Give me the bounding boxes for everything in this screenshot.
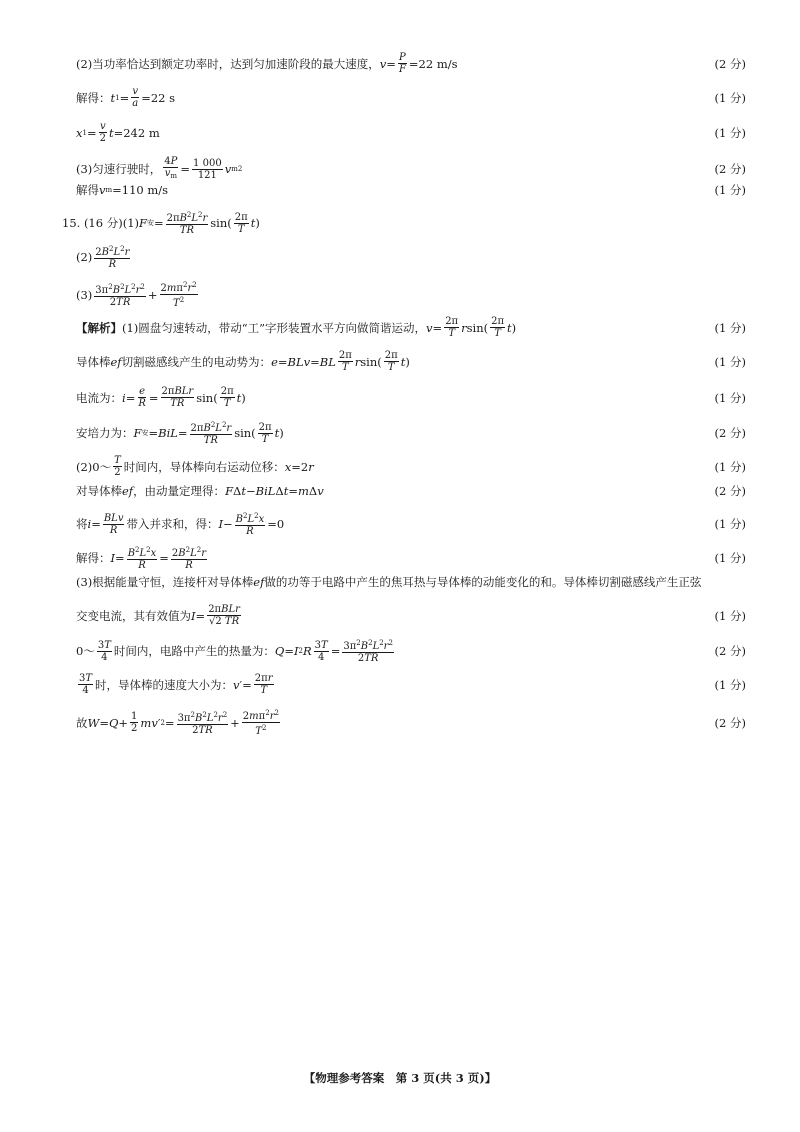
answer-text: (3)匀速行驶时， $\frac{4P}{v_m}$ = $\frac{1 000}{121}$ v m 2 [76, 156, 243, 181]
answer-line [76, 183, 746, 197]
answer-line [76, 244, 746, 270]
score-label: (2 分) [714, 484, 746, 498]
answer-line [76, 545, 746, 571]
score-label: (1 分) [714, 183, 746, 197]
answer-text: (2) $\frac{2B^2L^2r}{R}$ [76, 245, 130, 270]
answer-text: $\frac{3T}{4}$ 时，导体棒的速度大小为： v ′= $\frac{2\pi r}{T}$ [79, 673, 273, 696]
answer-text: 将 i = $\frac{\text{BLv}}{R}$ 带入并求和，得： I − $\frac{B^2L^2x}{R}$ =0 [76, 512, 285, 537]
answer-line [76, 156, 746, 182]
answer-line [76, 121, 746, 144]
score-label: (2 分) [714, 644, 746, 658]
score-label: (1 分) [714, 517, 746, 531]
score-label: (1 分) [714, 90, 746, 105]
answer-text: 0～ $\frac{3T}{4}$ 时间内，电路中产生的热量为： Q = I 2 R $\frac{3T}{4}$ = $\frac{3\pi^2B^2L^2r^2}{2TR}$ [76, 639, 393, 664]
answer-line [76, 280, 746, 309]
score-label: (1 分) [714, 459, 746, 474]
answer-line [76, 604, 746, 627]
answer-line [76, 511, 746, 537]
answer-line [76, 350, 746, 373]
answer-text: 导体棒 ef 切割磁感线产生的电动势为： e = BLv = BL $\frac{2\pi}{T}$ r sin( $\frac{2\pi}{T}$ t ) [76, 350, 410, 373]
answer-text: 解得 v m =110 m/s [76, 183, 169, 197]
score-label: (1 分) [714, 354, 746, 369]
answer-text: 15. (16 分)(1) F 安 = $\frac{2\pi B^2L^2r}{TR}$ sin( $\frac{2\pi}{T}$ t ) [62, 211, 260, 236]
answer-line [76, 52, 746, 75]
answer-text: 交变电流，其有效值为 I = $\frac{\text{2πBLr}}{√2 TR}$ [76, 604, 240, 627]
page-footer: 【物理参考答案 第 3 页(共 3 页)】 [303, 1071, 497, 1085]
answer-text: (2)当功率恰达到额定功率时，达到匀加速阶段的最大速度， v = $\frac{P}{F}$ =22 m/s [76, 52, 458, 75]
answer-text: 【解析】 (1)圆盘匀速转动，带动“工”字形装置水平方向做简谐运动， v = $\frac{2\pi}{T}$ r sin( $\frac{2\pi}{T}$ t ) [76, 316, 517, 339]
score-label: (1 分) [714, 390, 746, 405]
answer-text: (2)0～ $\frac{T}{2}$ 时间内，导体棒向右运动位移： x =2 r [76, 455, 314, 478]
answer-line [76, 484, 746, 498]
answer-text: 解得： I = $\frac{B^2L^2x}{R}$ = $\frac{2B^2L^2r}{R}$ [76, 546, 206, 571]
answer-text: x 1 = $\frac{v}{2}$ t =242 m [76, 121, 160, 144]
answer-text: 电流为： i = $\frac{e}{R}$ = $\frac{\text{2πBLr}}{TR}$ sin( $\frac{2\pi}{T}$ t ) [76, 386, 246, 409]
score-label: (2 分) [714, 162, 746, 176]
answer-text: 解得： t 1 = $\frac{v}{a}$ =22 s [76, 86, 176, 109]
answer-text: (3) $\frac{3\pi^2B^2L^2r^2}{2TR}$ + $\frac{2m\pi^2r^2}{T^2}$ [76, 281, 197, 309]
answer-line [76, 708, 746, 737]
question-heading [62, 210, 746, 236]
answer-line [76, 420, 746, 446]
score-label: (1 分) [714, 608, 746, 623]
score-label: (2 分) [714, 426, 746, 440]
answer-line [76, 455, 746, 478]
answer-text: 安培力为： F 安 = BiL = $\frac{2\pi B^2L^2r}{TR}$ sin( $\frac{2\pi}{T}$ t ) [76, 421, 284, 446]
score-label: (1 分) [714, 551, 746, 565]
score-label: (2 分) [714, 56, 746, 71]
answer-line [76, 86, 746, 109]
answer-text: 对导体棒 ef ，由动量定理得： F Δ t − BiL Δ t = m Δ v [76, 484, 324, 498]
answer-text: 故 W = Q + $\frac{1}{2}$ mv ′ 2 = $\frac{3\pi^2B^2L^2r^2}{2TR}$ + $\frac{2m\pi^2r^2}{T^2}$ [76, 709, 279, 737]
answer-line [76, 386, 746, 409]
answer-line [76, 316, 746, 339]
answer-line [76, 673, 746, 696]
score-label: (1 分) [714, 677, 746, 692]
score-label: (1 分) [714, 125, 746, 140]
answer-text: (3)根据能量守恒，连接杆对导体棒 ef 做的功等于电路中产生的焦耳热与导体棒的动能变化的和。导体棒切割磁感线产生正弦 [76, 575, 702, 589]
answer-line [76, 575, 746, 589]
score-label: (2 分) [714, 715, 746, 730]
answer-line [76, 638, 746, 664]
score-label: (1 分) [714, 320, 746, 335]
